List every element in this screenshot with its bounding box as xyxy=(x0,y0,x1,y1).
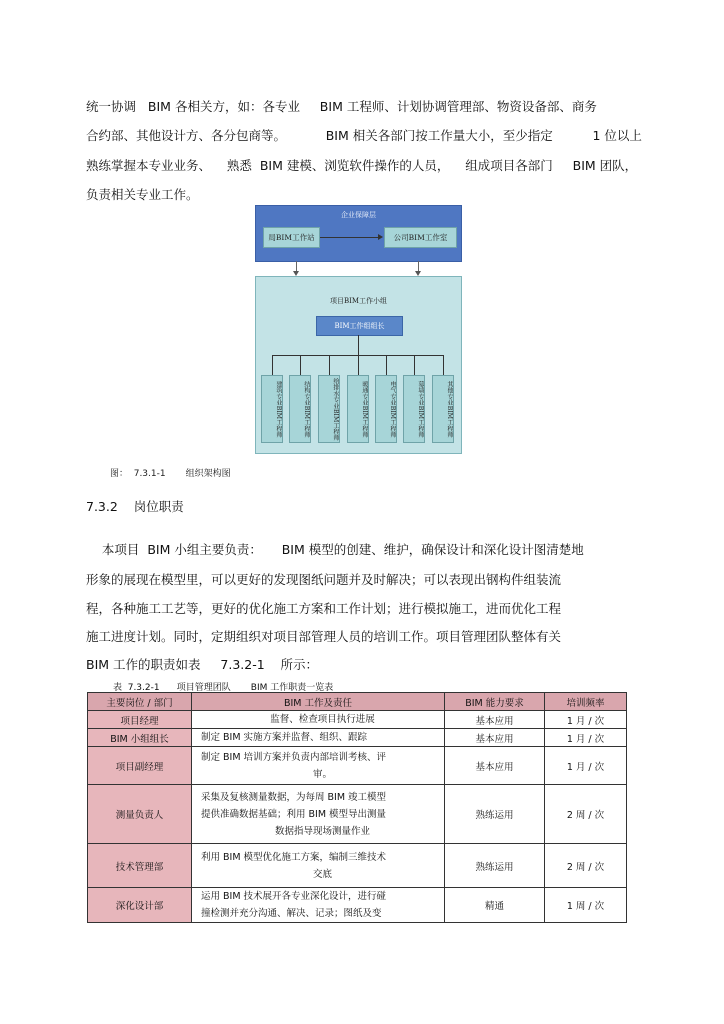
cell-ability: 熟练运用 xyxy=(445,844,545,888)
branch-drop xyxy=(386,355,387,375)
cell-frequency: 1 月 / 次 xyxy=(545,729,627,747)
cell-frequency: 1 月 / 次 xyxy=(545,711,627,729)
duty-line: 数据指导现场测量作业 xyxy=(274,825,370,837)
intro-line-2: 合约部、其他设计方、各分包商等。 BIM 相关各部门按工作量大小，至少指定 1 位以上 xyxy=(86,128,642,143)
branch-drop xyxy=(443,355,444,375)
cell-ability: 基本应用 xyxy=(445,729,545,747)
engineer-box-electrical: 电气专业BIM工程师 xyxy=(375,375,397,443)
cell-ability: 熟练运用 xyxy=(445,785,545,844)
cell-position: 技术管理部 xyxy=(88,844,192,888)
duty-line: 采集及复核测量数据，为每周 BIM 竣工模型 xyxy=(201,791,387,803)
table-row xyxy=(88,888,627,923)
duty-line: 交底 xyxy=(312,868,332,880)
cell-ability: 精通 xyxy=(445,888,545,923)
header-ability: BIM 能力要求 xyxy=(445,693,545,711)
cell-duties xyxy=(192,844,445,888)
cell-duties xyxy=(192,747,445,785)
cell-position: 项目经理 xyxy=(88,711,192,729)
body-line-4: 施工进度计划。同时，定期组织对项目部管理人员的培训工作。项目管理团队整体有关 xyxy=(86,629,562,644)
bim-team-leader-box: BIM工作组组长 xyxy=(316,316,403,336)
cell-frequency: 2 周 / 次 xyxy=(545,785,627,844)
intro-line-3: 熟练掌握本专业业务、 熟悉 BIM 建模、浏览软件操作的人员， 组成项目各部门 BIM 团队， xyxy=(86,158,638,173)
engineer-box-structure: 结构专业BIM工程师 xyxy=(289,375,311,443)
table-caption: 表 7.3.2-1 项目管理团队 BIM 工作职责一览表 xyxy=(113,683,334,693)
branch-drop xyxy=(414,355,415,375)
project-bim-team-title: 项目BIM工作小组 xyxy=(329,297,388,305)
body-line-1: 本项目 BIM 小组主要负责： BIM 模型的创建、维护，确保设计和深化设计图清楚地 xyxy=(86,542,584,557)
duty-line: 监督、检查项目执行进展 xyxy=(270,714,375,725)
cell-position: 测量负责人 xyxy=(88,785,192,844)
section-heading: 7.3.2 岗位职责 xyxy=(86,499,184,514)
branch-drop xyxy=(329,355,330,375)
cell-duties xyxy=(192,888,445,923)
enterprise-support-layer-box xyxy=(255,205,462,262)
duty-line: 撞检测并充分沟通、解决、记录；图纸及变 xyxy=(201,908,382,919)
body-line-2: 形象的展现在模型里，可以更好的发现图纸问题并及时解决；可以表现出钢构件组装流 xyxy=(86,572,562,587)
duty-line: 制定 BIM 实施方案并监督、组织、跟踪 xyxy=(201,732,368,743)
cell-frequency: 1 月 / 次 xyxy=(545,747,627,785)
duty-line: 提供准确数据基础；利用 BIM 模型导出测量 xyxy=(201,808,387,820)
body-line-5: BIM 工作的职责如表 7.3.2-1 所示： xyxy=(86,657,319,672)
header-frequency: 培训频率 xyxy=(545,693,627,711)
company-bim-studio-box: 公司BIM工作室 xyxy=(384,227,457,248)
cell-position: BIM 小组组长 xyxy=(88,729,192,747)
cell-position: 深化设计部 xyxy=(88,888,192,923)
bim-responsibility-table xyxy=(87,692,627,923)
table-row xyxy=(88,711,627,729)
cell-ability: 基本应用 xyxy=(445,747,545,785)
branch-drop xyxy=(358,355,359,375)
table-row xyxy=(88,844,627,888)
engineer-box-other: 其他专业BIM工程师 xyxy=(432,375,454,443)
duty-line: 利用 BIM 模型优化施工方案，编制三维技术 xyxy=(201,851,387,863)
station-connector-arrow xyxy=(320,237,380,238)
cell-ability: 基本应用 xyxy=(445,711,545,729)
cell-duties xyxy=(192,729,445,747)
duty-line: 审。 xyxy=(312,768,332,780)
branch-drop xyxy=(272,355,273,375)
engineer-box-curtain-wall: 幕墙专业BIM工程师 xyxy=(403,375,425,443)
cell-frequency: 2 周 / 次 xyxy=(545,844,627,888)
engineer-box-hvac: 暖通专业BIM工程师 xyxy=(347,375,369,443)
table-row xyxy=(88,729,627,747)
bureau-bim-station-box: 局BIM工作站 xyxy=(263,227,320,248)
duty-line: 制定 BIM 培训方案并负责内部培训考核、评 xyxy=(201,751,387,763)
arrowhead-right-icon xyxy=(378,234,383,240)
intro-line-4: 负责相关专业工作。 xyxy=(86,187,199,202)
enterprise-support-layer-title: 企业保障层 xyxy=(341,211,376,219)
table-header-row xyxy=(88,693,627,711)
table-row xyxy=(88,785,627,844)
engineer-box-plumbing: 给排水专业BIM工程师 xyxy=(318,375,340,443)
project-bim-team-box xyxy=(255,276,462,454)
branch-drop xyxy=(300,355,301,375)
cell-position: 项目副经理 xyxy=(88,747,192,785)
figure-caption: 图： 7.3.1-1 组织架构图 xyxy=(110,469,231,479)
cell-frequency: 1 周 / 次 xyxy=(545,888,627,923)
body-line-3: 程，各种施工工艺等，更好的优化施工方案和工作计划；进行模拟施工，进而优化工程 xyxy=(86,601,562,616)
table-row xyxy=(88,747,627,785)
intro-line-1: 统一协调 BIM 各相关方，如：各专业 BIM 工程师、计划协调管理部、物资设备部、商务 xyxy=(86,99,597,114)
duty-line: 运用 BIM 技术展开各专业深化设计，进行碰 xyxy=(201,891,387,902)
leader-connector xyxy=(358,335,359,355)
header-position: 主要岗位 / 部门 xyxy=(88,693,192,711)
header-duties: BIM 工作及责任 xyxy=(192,693,445,711)
cell-duties xyxy=(192,711,445,729)
cell-duties xyxy=(192,785,445,844)
org-chart-figure xyxy=(255,205,462,453)
engineer-box-architecture: 建筑专业BIM工程师 xyxy=(261,375,283,443)
